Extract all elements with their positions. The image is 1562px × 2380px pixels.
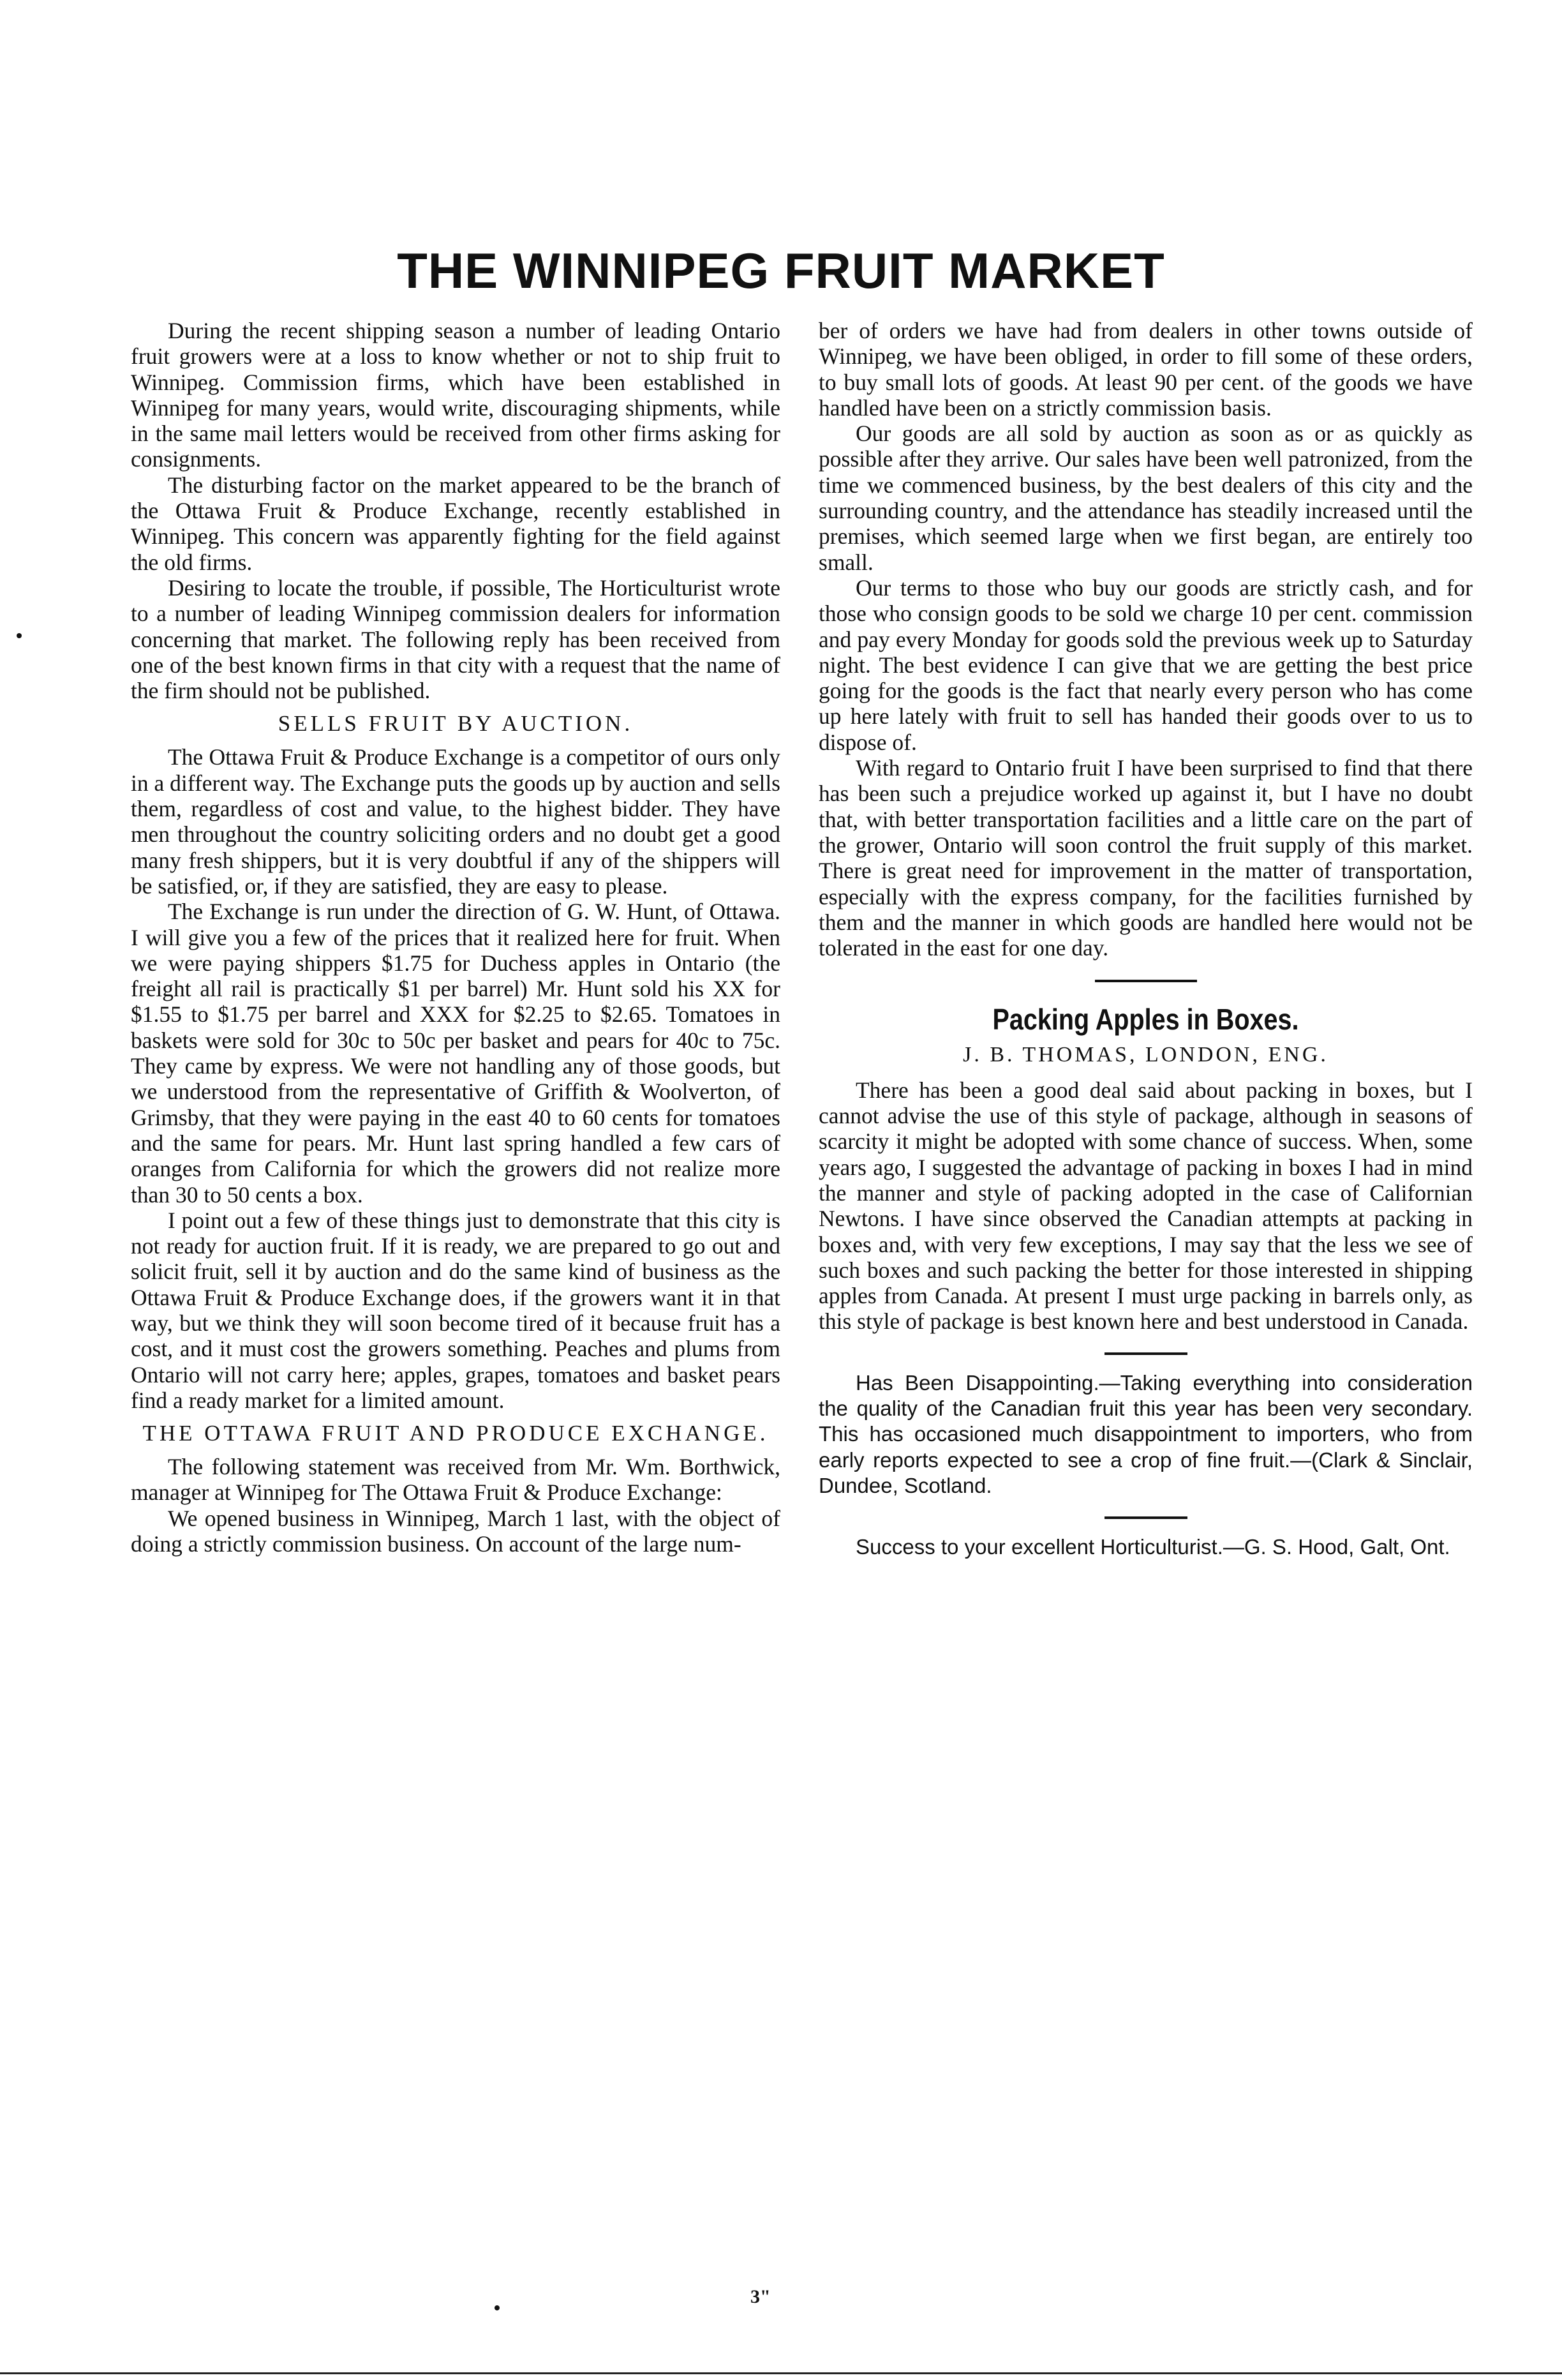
intro-paragraph: The disturbing factor on the market appeared to be the branch of the Ottawa Fruit & Produce Exchange, recently established in Winnipeg. This concern was apparently fighting for the field against the old firms.: [131, 472, 780, 575]
disappointing-note: Has Been Disappointing.—Taking everything into consideration the quality of the Canadian fruit this year has been very secondary. This has occasioned much disappointment to importers, who from early reports expected to see a crop of fine fruit.—(Clark & Sinclair, Dundee, Scotland.: [819, 1370, 1473, 1497]
auction-paragraph: I point out a few of these things just to demonstrate that this city is not ready for auction fruit. If it is ready, we are prepared to go out and solicit fruit, sell it by auction and do the same kind of business as the Ottawa Fruit & Produce Exchange does, if the growers want it in that way, but we think they will soon become tired of it because fruit has a cost, and it must cost the growers something. Peaches and plums from Ontario will not carry here; apples, grapes, tomatoes and basket pears find a ready market for a limited amount.: [131, 1207, 780, 1413]
bottom-dot: [495, 2305, 500, 2310]
article-byline: J. B. THOMAS, LONDON, ENG.: [963, 1043, 1328, 1067]
section-divider: [1105, 1352, 1187, 1355]
bottom-edge-rule: [0, 2372, 1562, 2374]
left-column: [131, 318, 780, 1557]
section-heading-ottawa-exchange: THE OTTAWA FRUIT AND PRODUCE EXCHANGE.: [142, 1421, 769, 1446]
page-number: 3": [750, 2286, 771, 2307]
section-heading-sells-fruit: SELLS FRUIT BY AUCTION.: [278, 711, 634, 737]
continued-paragraph: ber of orders we have had from dealers in other towns outside of Winnipeg, we have been obliged, in order to fill some of these orders, to buy small lots of goods. At least 90 per cent. of the goods we have handled have been on a strictly commission basis.: [819, 318, 1473, 421]
exchange-paragraph: The following statement was received from Mr. Wm. Borthwick, manager at Winnipeg for The Ottawa Fruit & Produce Exchange:: [131, 1454, 780, 1506]
section-divider: [1095, 980, 1197, 982]
continued-paragraph: With regard to Ontario fruit I have been surprised to find that there has been such a prejudice worked up against it, but I have no doubt that, with better transportation facilities and a little care on the part of the grower, Ontario will soon control the fruit supply of this market. There is great need for improvement in the matter of transportation, especially with the express company, for the facilities furnished by them and the manner in which goods are handled here would not be tolerated in the east for one day.: [819, 755, 1473, 961]
auction-paragraph: The Exchange is run under the direction of G. W. Hunt, of Ottawa. I will give you a few of the prices that it realized here for fruit. When we were paying shippers $1.75 for Duchess apples in Ontario (the freight all rail is practically $1 per barrel) Mr. Hunt sold his XX for $1.55 to $1.75 per barrel and XXX for $2.25 to $2.65. Tomatoes in baskets were sold for 30c to 50c per basket and pears for 40c to 75c. They came by express. We were not handling any of those goods, but we understood from the representative of Griffith & Woolverton, of Grimsby, that they were paying in the east 40 to 60 cents for tomatoes and the same for pears. Mr. Hunt last spring handled a few cars of oranges from California for which the growers did not realize more than 30 to 50 cents a box.: [131, 899, 780, 1208]
section-divider: [1105, 1516, 1187, 1519]
page-title: THE WINNIPEG FRUIT MARKET: [397, 243, 1165, 299]
continued-paragraph: Our goods are all sold by auction as soon as or as quickly as possible after they arrive. Our sales have been well patronized, from the time we commenced business, by the best dealers of this city and the surrounding country, and the attendance has steadily increased until the premises, which seemed large when we first began, are entirely too small.: [819, 421, 1473, 575]
success-note: Success to your excellent Horticulturist.—G. S. Hood, Galt, Ont.: [856, 1535, 1450, 1559]
right-column: [819, 318, 1473, 1560]
intro-paragraph: Desiring to locate the trouble, if possible, The Horticulturist wrote to a number of leading Winnipeg commission dealers for information concerning that market. The following reply has been received from one of the best known firms in that city with a request that the name of the firm should not be published.: [131, 574, 780, 704]
continued-paragraph: Our terms to those who buy our goods are strictly cash, and for those who consign goods to be sold we charge 10 per cent. commission and pay every Monday for goods sold the previous week up to Saturday night. The best evidence I can give that we are getting the best price going for the goods is the fact that nearly every person who has come up here lately with fruit to sell has handed their goods over to us to dispose of.: [819, 574, 1473, 755]
article-title-packing-apples: Packing Apples in Boxes.: [992, 1003, 1299, 1037]
margin-dot: [17, 633, 22, 638]
auction-paragraph: The Ottawa Fruit & Produce Exchange is a competitor of ours only in a different way. The Exchange puts the goods up by auction and sells them, regardless of cost and value, to the highest bidder. They have men throughout the country soliciting orders and no doubt get a good many fresh shippers, but it is very doubtful if any of the shippers will be satisfied, or, if they are satisfied, they are easy to please.: [131, 744, 780, 899]
exchange-paragraph: We opened business in Winnipeg, March 1 last, with the object of doing a strictly commission business. On account of the large num-: [131, 1505, 780, 1557]
intro-paragraph: During the recent shipping season a number of leading Ontario fruit growers were at a loss to know whether or not to ship fruit to Winnipeg. Commission firms, which have been established in Winnipeg for many years, would write, discouraging shipments, while in the same mail letters would be received from other firms asking for consignments.: [131, 318, 780, 472]
article-body: There has been a good deal said about packing in boxes, but I cannot advise the use of this style of package, although in seasons of scarcity it might be adopted with some chance of success. When, some years ago, I suggested the advantage of packing in boxes I had in mind the manner and style of packing adopted in the case of Californian Newtons. I have since observed the Canadian attempts at packing in boxes and, with very few exceptions, I may say that the less we see of such boxes and such packing the better for those interested in shipping apples from Canada. At present I must urge packing in barrels only, as this style of package is best known here and best understood in Canada.: [819, 1077, 1473, 1335]
